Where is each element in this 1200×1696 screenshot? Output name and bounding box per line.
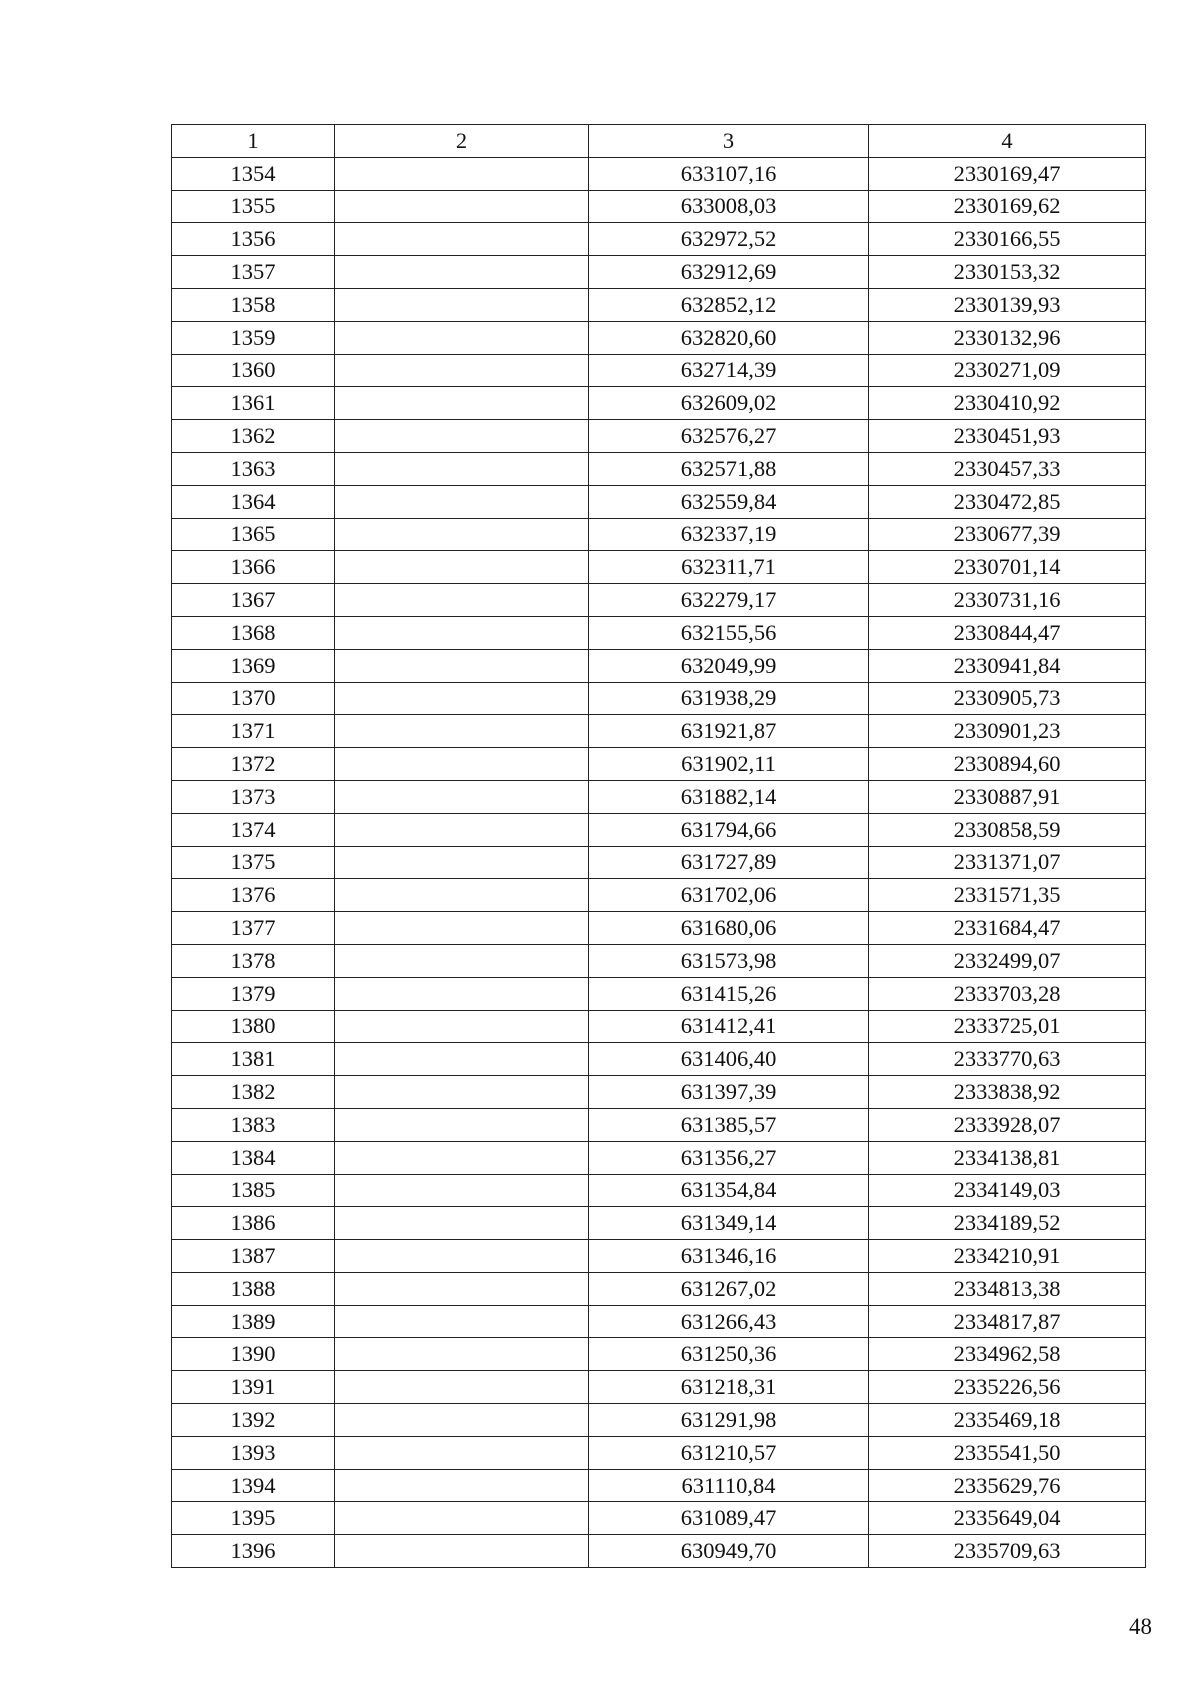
table-row <box>172 1240 1146 1273</box>
x-coordinate-cell: 631110,84 <box>589 1469 869 1502</box>
y-coordinate-cell: 2334813,38 <box>869 1272 1146 1305</box>
description-cell <box>335 1404 589 1437</box>
x-coordinate-cell: 632155,56 <box>589 616 869 649</box>
y-coordinate-cell: 2330844,47 <box>869 616 1146 649</box>
x-coordinate-cell: 631250,36 <box>589 1338 869 1371</box>
column-header: 2 <box>335 125 589 158</box>
table-row <box>172 1338 1146 1371</box>
x-coordinate-cell: 632576,27 <box>589 420 869 453</box>
y-coordinate-cell: 2330410,92 <box>869 387 1146 420</box>
description-cell <box>335 912 589 945</box>
point-number-cell: 1394 <box>172 1469 335 1502</box>
y-coordinate-cell: 2330166,55 <box>869 223 1146 256</box>
table-row <box>172 1141 1146 1174</box>
description-cell <box>335 420 589 453</box>
table-row <box>172 1436 1146 1469</box>
point-number-cell: 1380 <box>172 1010 335 1043</box>
table-row <box>172 485 1146 518</box>
y-coordinate-cell: 2335709,63 <box>869 1535 1146 1568</box>
point-number-cell: 1391 <box>172 1371 335 1404</box>
description-cell <box>335 1240 589 1273</box>
table-row <box>172 1010 1146 1043</box>
description-cell <box>335 879 589 912</box>
table-row <box>172 387 1146 420</box>
description-cell <box>335 1076 589 1109</box>
x-coordinate-cell: 631385,57 <box>589 1108 869 1141</box>
x-coordinate-cell: 632820,60 <box>589 321 869 354</box>
point-number-cell: 1356 <box>172 223 335 256</box>
y-coordinate-cell: 2335629,76 <box>869 1469 1146 1502</box>
x-coordinate-cell: 631267,02 <box>589 1272 869 1305</box>
point-number-cell: 1383 <box>172 1108 335 1141</box>
y-coordinate-cell: 2330858,59 <box>869 813 1146 846</box>
description-cell <box>335 584 589 617</box>
description-cell <box>335 1174 589 1207</box>
x-coordinate-cell: 631354,84 <box>589 1174 869 1207</box>
description-cell <box>335 354 589 387</box>
x-coordinate-cell: 631573,98 <box>589 944 869 977</box>
point-number-cell: 1371 <box>172 715 335 748</box>
table-row <box>172 518 1146 551</box>
table-row <box>172 420 1146 453</box>
x-coordinate-cell: 631397,39 <box>589 1076 869 1109</box>
x-coordinate-cell: 630949,70 <box>589 1535 869 1568</box>
y-coordinate-cell: 2334210,91 <box>869 1240 1146 1273</box>
y-coordinate-cell: 2331571,35 <box>869 879 1146 912</box>
table-row <box>172 223 1146 256</box>
description-cell <box>335 452 589 485</box>
table-row <box>172 256 1146 289</box>
y-coordinate-cell: 2335541,50 <box>869 1436 1146 1469</box>
x-coordinate-cell: 631921,87 <box>589 715 869 748</box>
point-number-cell: 1381 <box>172 1043 335 1076</box>
table-row <box>172 157 1146 190</box>
table-row <box>172 1076 1146 1109</box>
description-cell <box>335 1502 589 1535</box>
description-cell <box>335 256 589 289</box>
table-row <box>172 288 1146 321</box>
x-coordinate-cell: 631210,57 <box>589 1436 869 1469</box>
description-cell <box>335 813 589 846</box>
description-cell <box>335 649 589 682</box>
table-row <box>172 1404 1146 1437</box>
description-cell <box>335 157 589 190</box>
table-row <box>172 1502 1146 1535</box>
y-coordinate-cell: 2330271,09 <box>869 354 1146 387</box>
point-number-cell: 1386 <box>172 1207 335 1240</box>
point-number-cell: 1384 <box>172 1141 335 1174</box>
table-row <box>172 944 1146 977</box>
table-row <box>172 1469 1146 1502</box>
description-cell <box>335 1436 589 1469</box>
x-coordinate-cell: 631346,16 <box>589 1240 869 1273</box>
table-row <box>172 354 1146 387</box>
y-coordinate-cell: 2330139,93 <box>869 288 1146 321</box>
point-number-cell: 1396 <box>172 1535 335 1568</box>
table-row <box>172 1108 1146 1141</box>
x-coordinate-cell: 632337,19 <box>589 518 869 551</box>
y-coordinate-cell: 2330457,33 <box>869 452 1146 485</box>
description-cell <box>335 846 589 879</box>
x-coordinate-cell: 631902,11 <box>589 748 869 781</box>
description-cell <box>335 748 589 781</box>
point-number-cell: 1359 <box>172 321 335 354</box>
table-row <box>172 682 1146 715</box>
table-row <box>172 715 1146 748</box>
description-cell <box>335 551 589 584</box>
point-number-cell: 1382 <box>172 1076 335 1109</box>
y-coordinate-cell: 2335226,56 <box>869 1371 1146 1404</box>
point-number-cell: 1362 <box>172 420 335 453</box>
description-cell <box>335 1272 589 1305</box>
point-number-cell: 1367 <box>172 584 335 617</box>
point-number-cell: 1357 <box>172 256 335 289</box>
x-coordinate-cell: 631266,43 <box>589 1305 869 1338</box>
table-header-row <box>172 125 1146 158</box>
table-row <box>172 1305 1146 1338</box>
description-cell <box>335 1108 589 1141</box>
x-coordinate-cell: 631702,06 <box>589 879 869 912</box>
point-number-cell: 1376 <box>172 879 335 912</box>
column-header: 4 <box>869 125 1146 158</box>
y-coordinate-cell: 2330169,47 <box>869 157 1146 190</box>
point-number-cell: 1392 <box>172 1404 335 1437</box>
x-coordinate-cell: 631356,27 <box>589 1141 869 1174</box>
point-number-cell: 1354 <box>172 157 335 190</box>
y-coordinate-cell: 2330169,62 <box>869 190 1146 223</box>
point-number-cell: 1370 <box>172 682 335 715</box>
description-cell <box>335 387 589 420</box>
table-row <box>172 452 1146 485</box>
description-cell <box>335 288 589 321</box>
y-coordinate-cell: 2331371,07 <box>869 846 1146 879</box>
x-coordinate-cell: 632972,52 <box>589 223 869 256</box>
table-row <box>172 321 1146 354</box>
description-cell <box>335 682 589 715</box>
point-number-cell: 1368 <box>172 616 335 649</box>
table-row <box>172 616 1146 649</box>
table-row <box>172 1371 1146 1404</box>
x-coordinate-cell: 631089,47 <box>589 1502 869 1535</box>
description-cell <box>335 780 589 813</box>
table-row <box>172 879 1146 912</box>
x-coordinate-cell: 632852,12 <box>589 288 869 321</box>
point-number-cell: 1387 <box>172 1240 335 1273</box>
description-cell <box>335 1469 589 1502</box>
x-coordinate-cell: 632912,69 <box>589 256 869 289</box>
y-coordinate-cell: 2334149,03 <box>869 1174 1146 1207</box>
column-header: 1 <box>172 125 335 158</box>
x-coordinate-cell: 631349,14 <box>589 1207 869 1240</box>
description-cell <box>335 1338 589 1371</box>
table-row <box>172 1174 1146 1207</box>
y-coordinate-cell: 2330894,60 <box>869 748 1146 781</box>
y-coordinate-cell: 2333838,92 <box>869 1076 1146 1109</box>
x-coordinate-cell: 631415,26 <box>589 977 869 1010</box>
y-coordinate-cell: 2335649,04 <box>869 1502 1146 1535</box>
x-coordinate-cell: 632279,17 <box>589 584 869 617</box>
description-cell <box>335 223 589 256</box>
y-coordinate-cell: 2330677,39 <box>869 518 1146 551</box>
point-number-cell: 1375 <box>172 846 335 879</box>
table-row <box>172 780 1146 813</box>
x-coordinate-cell: 633008,03 <box>589 190 869 223</box>
point-number-cell: 1389 <box>172 1305 335 1338</box>
y-coordinate-cell: 2333928,07 <box>869 1108 1146 1141</box>
x-coordinate-cell: 632559,84 <box>589 485 869 518</box>
point-number-cell: 1361 <box>172 387 335 420</box>
y-coordinate-cell: 2330941,84 <box>869 649 1146 682</box>
x-coordinate-cell: 631727,89 <box>589 846 869 879</box>
y-coordinate-cell: 2334138,81 <box>869 1141 1146 1174</box>
x-coordinate-cell: 631291,98 <box>589 1404 869 1437</box>
x-coordinate-cell: 632311,71 <box>589 551 869 584</box>
description-cell <box>335 1207 589 1240</box>
point-number-cell: 1393 <box>172 1436 335 1469</box>
description-cell <box>335 715 589 748</box>
x-coordinate-cell: 632609,02 <box>589 387 869 420</box>
table-row <box>172 977 1146 1010</box>
y-coordinate-cell: 2330901,23 <box>869 715 1146 748</box>
x-coordinate-cell: 633107,16 <box>589 157 869 190</box>
coordinates-table <box>171 124 1146 1568</box>
y-coordinate-cell: 2330451,93 <box>869 420 1146 453</box>
y-coordinate-cell: 2330905,73 <box>869 682 1146 715</box>
description-cell <box>335 1371 589 1404</box>
x-coordinate-cell: 631412,41 <box>589 1010 869 1043</box>
y-coordinate-cell: 2330472,85 <box>869 485 1146 518</box>
column-header: 3 <box>589 125 869 158</box>
point-number-cell: 1358 <box>172 288 335 321</box>
point-number-cell: 1364 <box>172 485 335 518</box>
table-row <box>172 912 1146 945</box>
x-coordinate-cell: 631406,40 <box>589 1043 869 1076</box>
point-number-cell: 1395 <box>172 1502 335 1535</box>
table-row <box>172 1043 1146 1076</box>
x-coordinate-cell: 631794,66 <box>589 813 869 846</box>
description-cell <box>335 944 589 977</box>
x-coordinate-cell: 631882,14 <box>589 780 869 813</box>
y-coordinate-cell: 2333703,28 <box>869 977 1146 1010</box>
y-coordinate-cell: 2330731,16 <box>869 584 1146 617</box>
table-row <box>172 846 1146 879</box>
point-number-cell: 1379 <box>172 977 335 1010</box>
y-coordinate-cell: 2334817,87 <box>869 1305 1146 1338</box>
description-cell <box>335 1010 589 1043</box>
y-coordinate-cell: 2333725,01 <box>869 1010 1146 1043</box>
y-coordinate-cell: 2330132,96 <box>869 321 1146 354</box>
table-row <box>172 190 1146 223</box>
description-cell <box>335 485 589 518</box>
table-row <box>172 1207 1146 1240</box>
point-number-cell: 1360 <box>172 354 335 387</box>
description-cell <box>335 1141 589 1174</box>
description-cell <box>335 1535 589 1568</box>
point-number-cell: 1372 <box>172 748 335 781</box>
point-number-cell: 1377 <box>172 912 335 945</box>
x-coordinate-cell: 631218,31 <box>589 1371 869 1404</box>
y-coordinate-cell: 2330701,14 <box>869 551 1146 584</box>
x-coordinate-cell: 632049,99 <box>589 649 869 682</box>
description-cell <box>335 1305 589 1338</box>
point-number-cell: 1378 <box>172 944 335 977</box>
y-coordinate-cell: 2335469,18 <box>869 1404 1146 1437</box>
point-number-cell: 1366 <box>172 551 335 584</box>
table-row <box>172 748 1146 781</box>
y-coordinate-cell: 2332499,07 <box>869 944 1146 977</box>
y-coordinate-cell: 2334962,58 <box>869 1338 1146 1371</box>
table-row <box>172 584 1146 617</box>
table-body <box>172 157 1146 1567</box>
description-cell <box>335 616 589 649</box>
point-number-cell: 1373 <box>172 780 335 813</box>
y-coordinate-cell: 2330153,32 <box>869 256 1146 289</box>
page-number: 48 <box>1129 1614 1152 1639</box>
point-number-cell: 1388 <box>172 1272 335 1305</box>
point-number-cell: 1390 <box>172 1338 335 1371</box>
y-coordinate-cell: 2330887,91 <box>869 780 1146 813</box>
table-row <box>172 1272 1146 1305</box>
point-number-cell: 1385 <box>172 1174 335 1207</box>
table-row <box>172 649 1146 682</box>
point-number-cell: 1363 <box>172 452 335 485</box>
point-number-cell: 1365 <box>172 518 335 551</box>
x-coordinate-cell: 631680,06 <box>589 912 869 945</box>
table-row <box>172 813 1146 846</box>
point-number-cell: 1369 <box>172 649 335 682</box>
description-cell <box>335 1043 589 1076</box>
x-coordinate-cell: 632571,88 <box>589 452 869 485</box>
x-coordinate-cell: 631938,29 <box>589 682 869 715</box>
y-coordinate-cell: 2334189,52 <box>869 1207 1146 1240</box>
description-cell <box>335 518 589 551</box>
point-number-cell: 1374 <box>172 813 335 846</box>
description-cell <box>335 190 589 223</box>
x-coordinate-cell: 632714,39 <box>589 354 869 387</box>
table-row <box>172 1535 1146 1568</box>
table-row <box>172 551 1146 584</box>
description-cell <box>335 977 589 1010</box>
description-cell <box>335 321 589 354</box>
y-coordinate-cell: 2331684,47 <box>869 912 1146 945</box>
y-coordinate-cell: 2333770,63 <box>869 1043 1146 1076</box>
point-number-cell: 1355 <box>172 190 335 223</box>
